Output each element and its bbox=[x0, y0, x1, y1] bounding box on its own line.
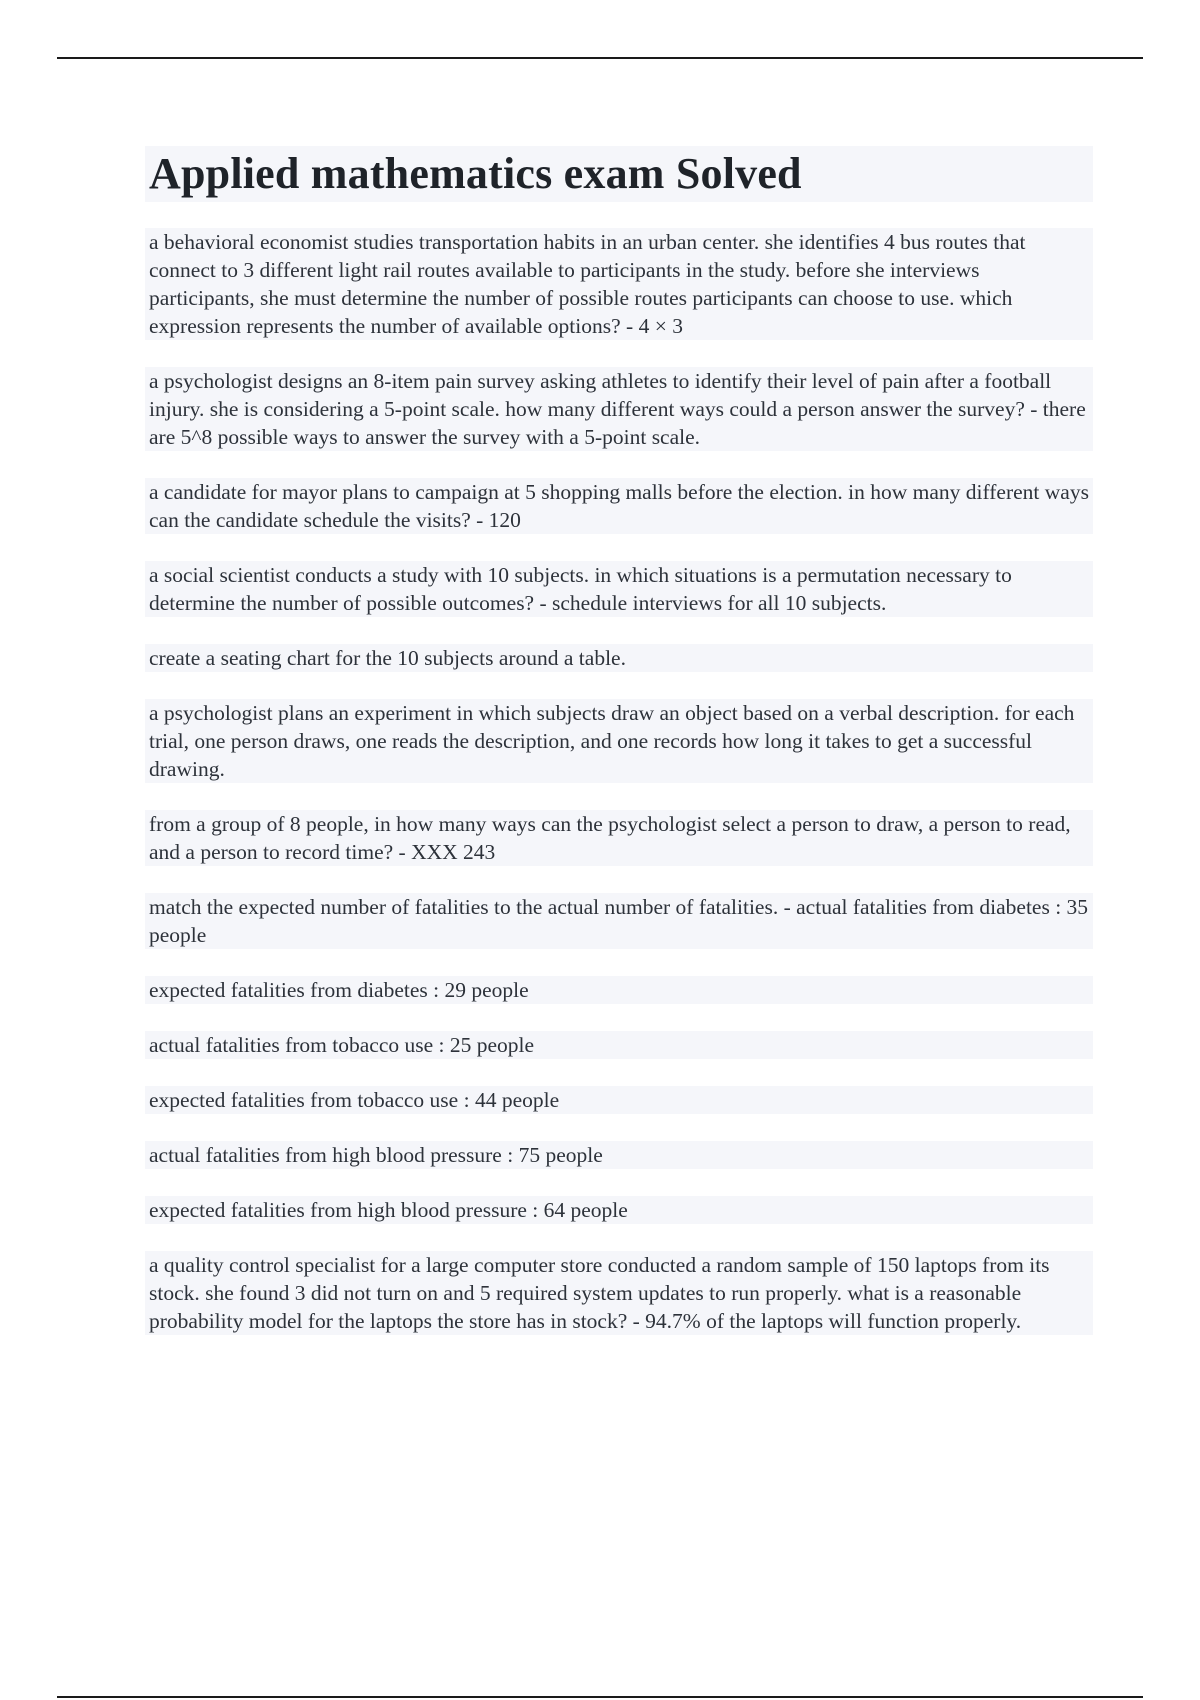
paragraph-permutation-study: a social scientist conducts a study with 10 subjects. in which situations is a permutation necessary to determine the number of possible outcomes? - schedule interviews for all 10 subjects. bbox=[145, 561, 1093, 617]
paragraph-pain-survey: a psychologist designs an 8-item pain survey asking athletes to identify their level of pain after a football injury. she is considering a 5-point scale. how many different ways could a person answer the survey? - there are 5^8 possible ways to answer the survey with a 5-point scale. bbox=[145, 367, 1093, 451]
paragraph-fatalities-match: match the expected number of fatalities to the actual number of fatalities. - actual fatalities from diabetes : 35 people bbox=[145, 893, 1093, 949]
paragraph-expected-tobacco: expected fatalities from tobacco use : 44 people bbox=[145, 1086, 1093, 1114]
paragraph-seating-chart: create a seating chart for the 10 subjects around a table. bbox=[145, 644, 1093, 672]
paragraph-actual-tobacco: actual fatalities from tobacco use : 25 people bbox=[145, 1031, 1093, 1059]
paragraph-expected-blood-pressure: expected fatalities from high blood pressure : 64 people bbox=[145, 1196, 1093, 1224]
paragraph-mayor-campaign: a candidate for mayor plans to campaign at 5 shopping malls before the election. in how many different ways can the candidate schedule the visits? - 120 bbox=[145, 478, 1093, 534]
bottom-rule bbox=[57, 1696, 1143, 1698]
paragraph-actual-blood-pressure: actual fatalities from high blood pressure : 75 people bbox=[145, 1141, 1093, 1169]
top-rule bbox=[57, 57, 1143, 59]
page-title: Applied mathematics exam Solved bbox=[149, 149, 802, 198]
paragraph-expected-diabetes: expected fatalities from diabetes : 29 people bbox=[145, 976, 1093, 1004]
paragraph-drawing-experiment: a psychologist plans an experiment in which subjects draw an object based on a verbal description. for each trial, one person draws, one reads the description, and one records how long it takes to get a successful drawing. bbox=[145, 699, 1093, 783]
paragraph-bus-routes: a behavioral economist studies transportation habits in an urban center. she identifies 4 bus routes that connect to 3 different light rail routes available to participants in the study. before she interviews participants, she must determine the number of possible routes participants can choose to use. which expression represents the number of available options? - 4 × 3 bbox=[145, 228, 1093, 340]
paragraph-group-selection: from a group of 8 people, in how many ways can the psychologist select a person to draw, a person to read, and a person to record time? - XXX 243 bbox=[145, 810, 1093, 866]
paragraph-quality-control: a quality control specialist for a large computer store conducted a random sample of 150 laptops from its stock. she found 3 did not turn on and 5 required system updates to run properly. what is a reasonable probability model for the laptops the store has in stock? - 94.7% of the laptops will function properly. bbox=[145, 1251, 1093, 1335]
document-body bbox=[145, 146, 1093, 1362]
title-block bbox=[145, 146, 1093, 202]
